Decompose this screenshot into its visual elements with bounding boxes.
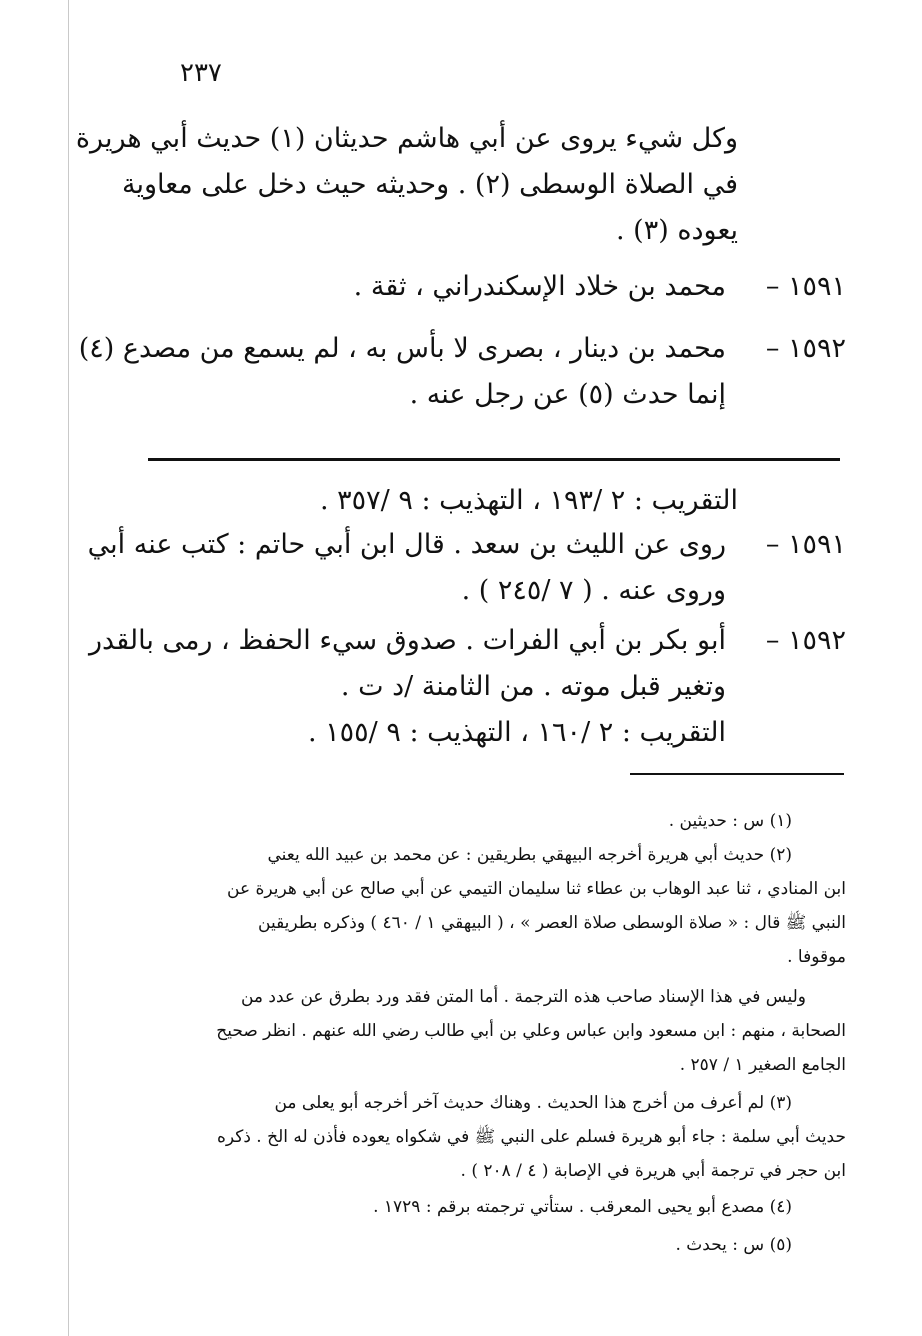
continuation-line: وكل شيء يروى عن أبي هاشم حديثان (١) حديث أبي هريرة bbox=[75, 123, 738, 154]
footnote-2-para-line: الصحابة ، منهم : ابن مسعود وابن عباس وعلي بن أبي طالب رضي الله عنهم . انظر صحيح bbox=[216, 1021, 846, 1041]
entry-number: ١٥٩٢ – bbox=[765, 333, 846, 364]
section-divider bbox=[148, 458, 840, 461]
page-number: ٢٣٧ bbox=[180, 58, 222, 88]
footnote-3-line: ابن حجر في ترجمة أبي هريرة في الإصابة ( ٤ / ٢٠٨ ) . bbox=[460, 1161, 846, 1181]
footnote-3-line: (٣) لم أعرف من أخرج هذا الحديث . وهناك حديث آخر أخرجه أبو يعلى من bbox=[274, 1093, 792, 1113]
entry-line: إنما حدث (٥) عن رجل عنه . bbox=[409, 379, 726, 410]
entry-line: أبو بكر بن أبي الفرات . صدوق سيء الحفظ ، رمى بالقدر bbox=[89, 625, 726, 656]
entry-line: محمد بن دينار ، بصرى لا بأس به ، لم يسمع من مصدع (٤) bbox=[78, 333, 726, 364]
entry-line: روى عن الليث بن سعد . قال ابن أبي حاتم : كتب عنه أبي bbox=[87, 529, 726, 560]
page-edge-line bbox=[68, 0, 69, 1336]
footnote-2-para-line: الجامع الصغير ١ / ٢٥٧ . bbox=[679, 1055, 846, 1075]
continuation-line: في الصلاة الوسطى (٢) . وحديثه حيث دخل على معاوية bbox=[121, 169, 738, 200]
biography-entry-1591 bbox=[150, 264, 846, 310]
entry-line: وتغير قبل موته . من الثامنة /د ت . bbox=[340, 671, 726, 702]
entry-number: ١٥٩١ – bbox=[765, 271, 846, 302]
footnote-5: (٥) س : يحدث . bbox=[675, 1235, 792, 1255]
footnote-2-para-line: وليس في هذا الإسناد صاحب هذه الترجمة . أما المتن فقد ورد بطرق عن عدد من bbox=[240, 987, 806, 1007]
commentary-lead-line: التقريب : ٢ /١٩٣ ، التهذيب : ٩ /٣٥٧ . bbox=[319, 485, 738, 516]
commentary-entry-1591 bbox=[87, 522, 846, 614]
footnote-3-line: حديث أبي سلمة : جاء أبو هريرة فسلم على النبي ﷺ في شكواه يعوده فأذن له الخ . ذكره bbox=[216, 1127, 846, 1147]
footnote-2-line: موقوفا . bbox=[787, 947, 846, 967]
footnote-4: (٤) مصدع أبو يحيى المعرقب . ستأتي ترجمته برقم : ١٧٢٩ . bbox=[373, 1197, 792, 1217]
commentary-entry-1592 bbox=[89, 618, 846, 756]
footnote-divider bbox=[630, 773, 844, 775]
continuation-line: يعوده (٣) . bbox=[616, 215, 738, 246]
entry-number: ١٥٩١ – bbox=[765, 529, 846, 560]
entry-line: التقريب : ٢ /١٦٠ ، التهذيب : ٩ /١٥٥ . bbox=[307, 717, 726, 748]
entry-line: وروى عنه . ( ٧ /٢٤٥ ) . bbox=[461, 575, 726, 606]
footnote-2-line: ابن المنادي ، ثنا عبد الوهاب بن عطاء ثنا سليمان التيمي عن أبي صالح عن أبي هريرة عن bbox=[227, 879, 846, 899]
entry-line: محمد بن خلاد الإسكندراني ، ثقة . bbox=[353, 271, 726, 302]
entry-number: ١٥٩٢ – bbox=[765, 625, 846, 656]
footnote-1: (١) س : حديثين . bbox=[668, 811, 792, 831]
footnote-2-line: (٢) حديث أبي هريرة أخرجه البيهقي بطريقين : عن محمد بن عبيد الله يعني bbox=[267, 845, 792, 865]
biography-entry-1592 bbox=[78, 326, 846, 418]
footnote-2-line: النبي ﷺ قال : « صلاة الوسطى صلاة العصر » ، ( البيهقي ١ / ٤٦٠ ) وذكره بطريقين bbox=[258, 913, 846, 933]
